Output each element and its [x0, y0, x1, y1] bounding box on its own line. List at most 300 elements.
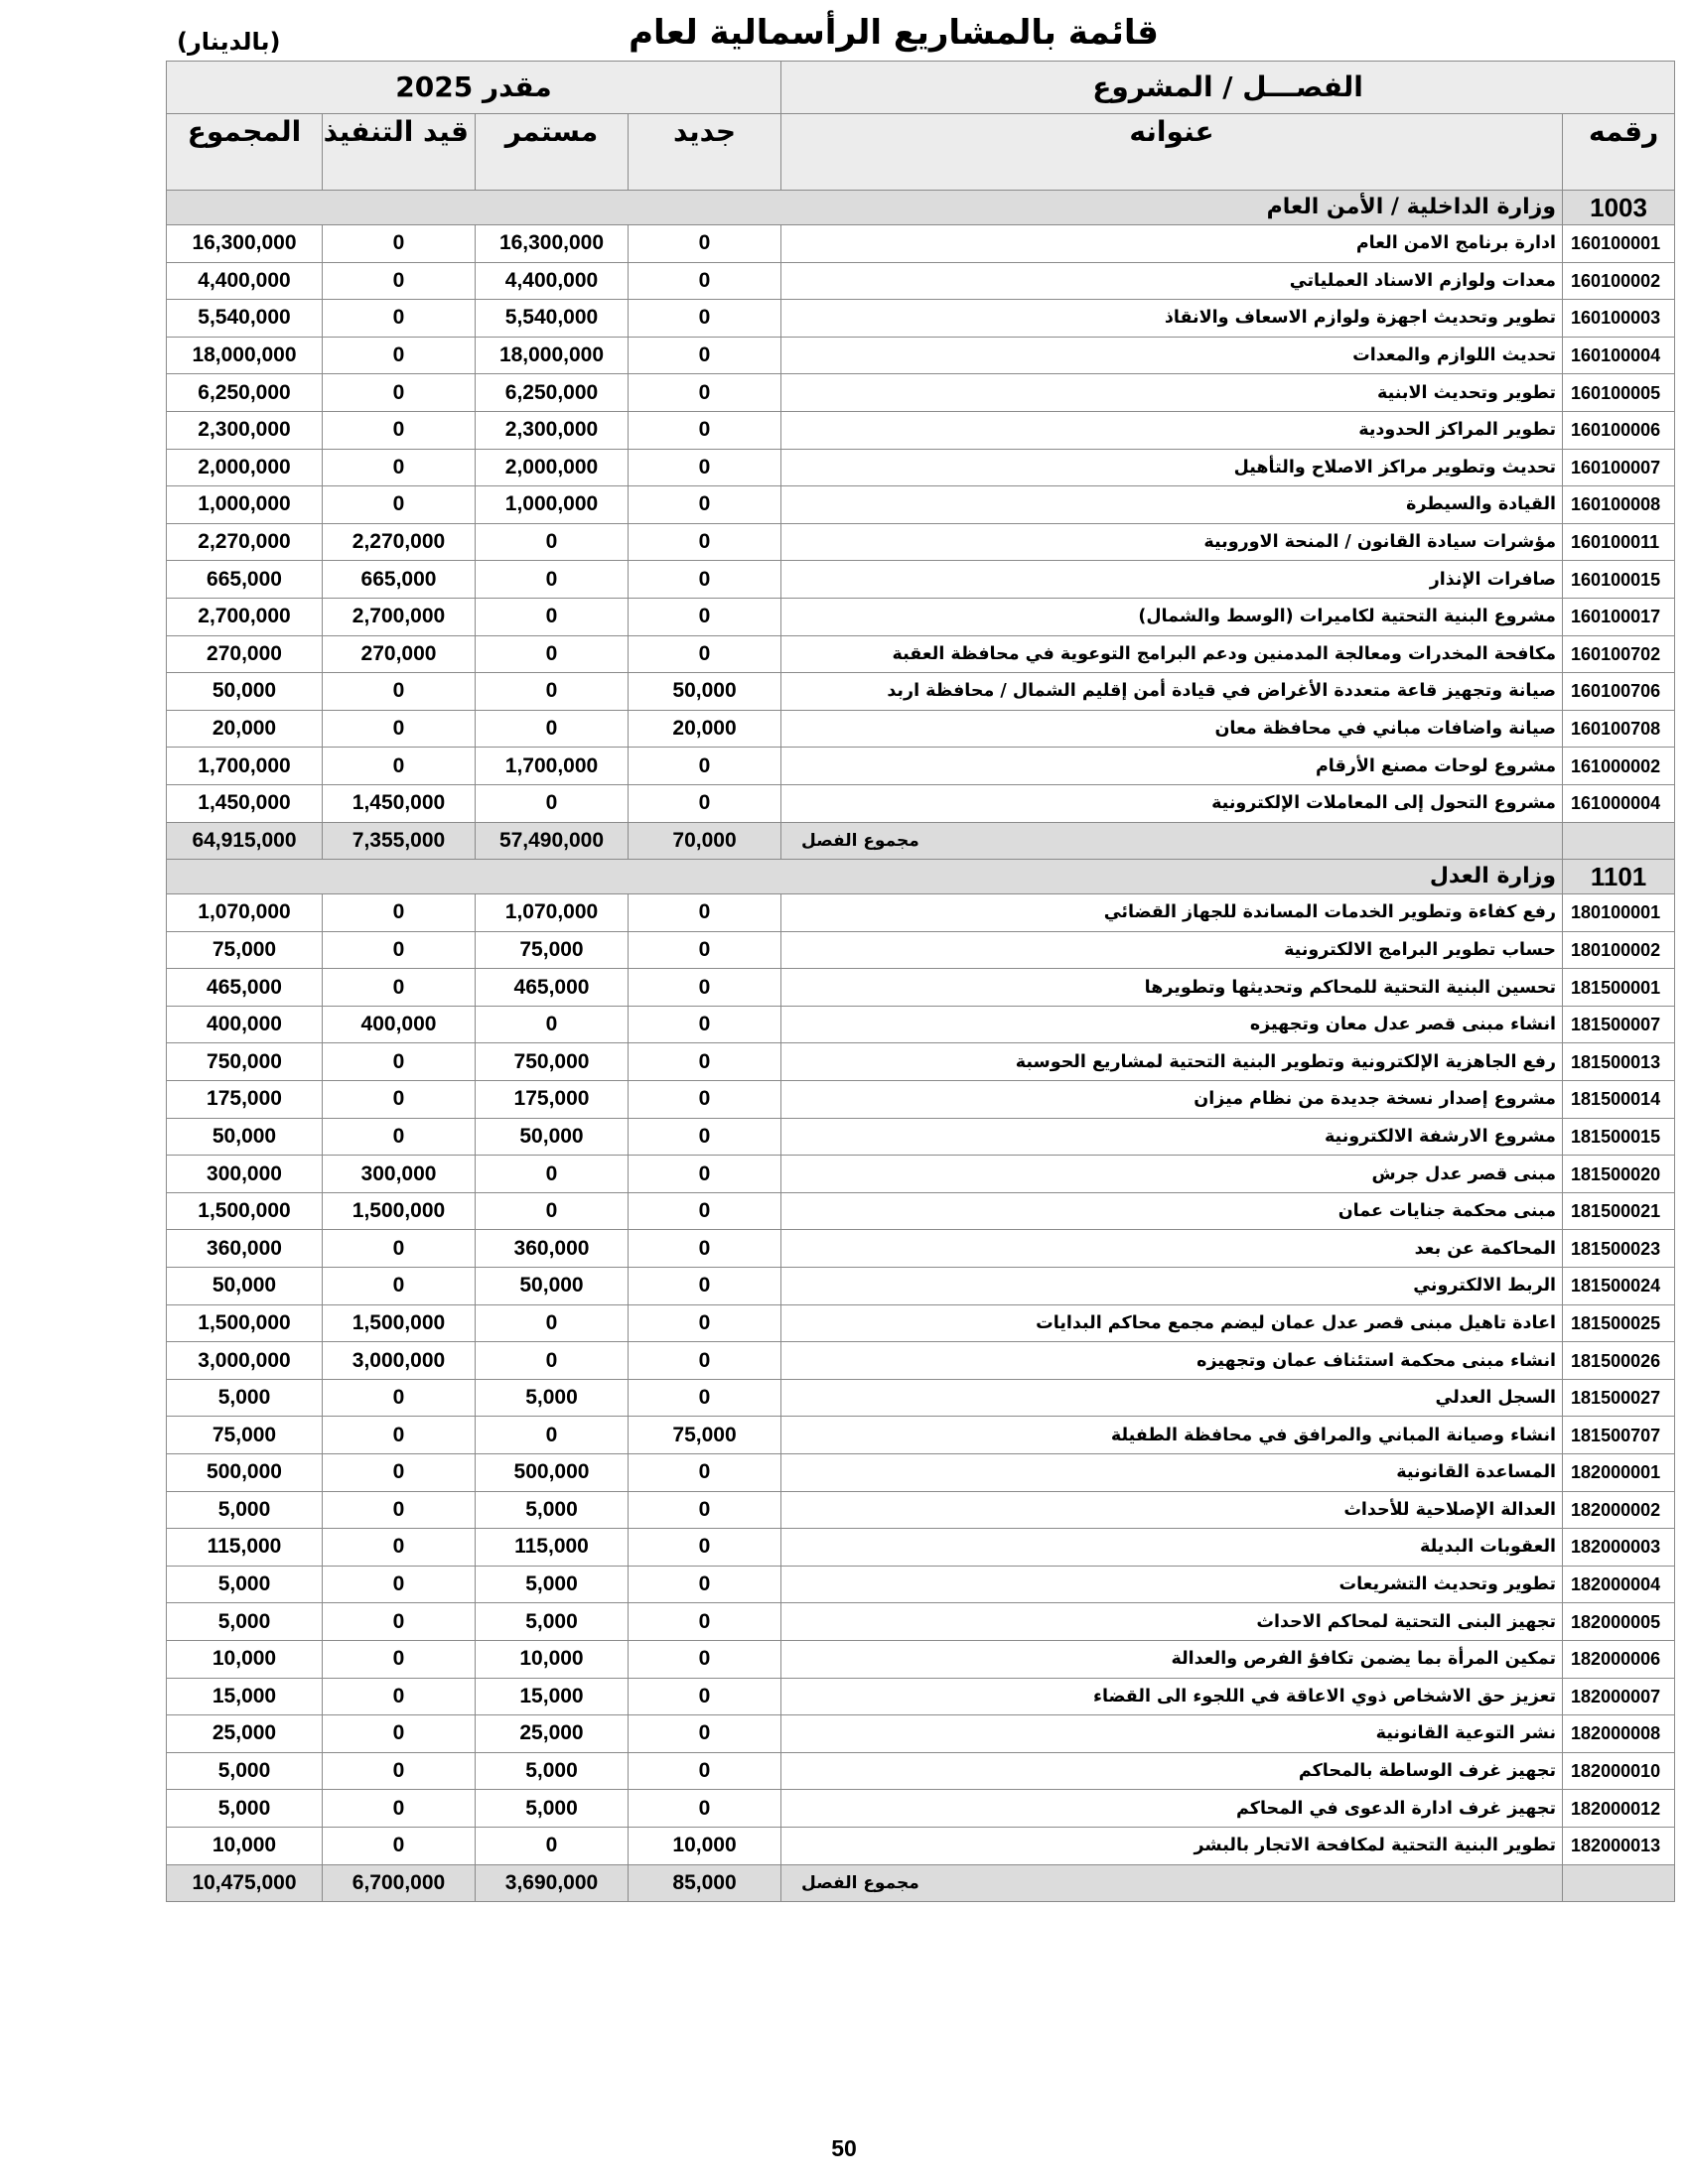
new-cell: 0 — [629, 300, 781, 338]
project-number-cell: 160100007 — [1563, 449, 1675, 486]
chapter-header-row — [167, 860, 1675, 894]
continuing-cell: 0 — [476, 710, 629, 748]
project-title-cell: مؤشرات سيادة القانون / المنحة الاوروبية — [781, 523, 1563, 561]
table-row — [167, 337, 1675, 374]
total-cell: 18,000,000 — [167, 337, 323, 374]
project-number-cell: 180100002 — [1563, 931, 1675, 969]
table-row — [167, 1678, 1675, 1715]
total-cell: 500,000 — [167, 1454, 323, 1492]
continuing-cell: 5,000 — [476, 1379, 629, 1417]
currency-unit-label: (بالدينار) — [177, 28, 281, 56]
new-cell: 0 — [629, 1118, 781, 1156]
table-row — [167, 1006, 1675, 1043]
continuing-cell: 0 — [476, 561, 629, 599]
continuing-cell: 50,000 — [476, 1118, 629, 1156]
project-number-cell: 181500027 — [1563, 1379, 1675, 1417]
chapter-total-empty — [1563, 822, 1675, 860]
total-cell: 2,700,000 — [167, 598, 323, 635]
project-title-column-header: عنوانه — [781, 114, 1563, 191]
header-row-columns — [167, 114, 1675, 191]
project-title-cell: تمكين المرأة بما يضمن تكافؤ الفرص والعدالة — [781, 1640, 1563, 1678]
project-number-cell: 160100708 — [1563, 710, 1675, 748]
continuing-cell: 25,000 — [476, 1715, 629, 1753]
new-cell: 0 — [629, 1752, 781, 1790]
project-title-cell: مبنى محكمة جنايات عمان — [781, 1192, 1563, 1230]
new-cell: 0 — [629, 1156, 781, 1193]
project-title-cell: ادارة برنامج الامن العام — [781, 225, 1563, 263]
chapter-total-empty — [1563, 1864, 1675, 1902]
project-title-cell: تجهيز غرف ادارة الدعوى في المحاكم — [781, 1790, 1563, 1828]
project-title-cell: نشر التوعية القانونية — [781, 1715, 1563, 1753]
project-title-cell: مشروع البنية التحتية لكاميرات (الوسط والشمال) — [781, 598, 1563, 635]
continuing-cell: 5,000 — [476, 1752, 629, 1790]
continuing-cell: 0 — [476, 1156, 629, 1193]
project-number-cell: 161000002 — [1563, 748, 1675, 785]
total-cell: 1,000,000 — [167, 486, 323, 524]
total-cell: 2,270,000 — [167, 523, 323, 561]
project-number-cell: 182000013 — [1563, 1827, 1675, 1864]
table-row — [167, 1603, 1675, 1641]
project-number-cell: 181500023 — [1563, 1230, 1675, 1268]
in-progress-cell: 665,000 — [323, 561, 476, 599]
continuing-cell: 0 — [476, 673, 629, 711]
project-title-cell: السجل العدلي — [781, 1379, 1563, 1417]
project-title-cell: معدات ولوازم الاسناد العملياتي — [781, 262, 1563, 300]
table-row — [167, 411, 1675, 449]
project-number-cell: 180100001 — [1563, 894, 1675, 932]
continuing-cell: 465,000 — [476, 969, 629, 1007]
total-cell: 6,250,000 — [167, 374, 323, 412]
chapter-total-sum: 10,475,000 — [167, 1864, 323, 1902]
continuing-cell: 18,000,000 — [476, 337, 629, 374]
total-cell: 465,000 — [167, 969, 323, 1007]
table-row — [167, 300, 1675, 338]
continuing-cell: 0 — [476, 1192, 629, 1230]
total-cell: 5,000 — [167, 1566, 323, 1603]
table-row — [167, 710, 1675, 748]
in-progress-cell: 0 — [323, 225, 476, 263]
project-title-cell: العدالة الإصلاحية للأحداث — [781, 1491, 1563, 1529]
total-cell: 360,000 — [167, 1230, 323, 1268]
in-progress-cell: 0 — [323, 411, 476, 449]
in-progress-cell: 0 — [323, 1230, 476, 1268]
continuing-cell: 10,000 — [476, 1640, 629, 1678]
continuing-cell: 4,400,000 — [476, 262, 629, 300]
project-title-cell: المساعدة القانونية — [781, 1454, 1563, 1492]
project-number-cell: 181500020 — [1563, 1156, 1675, 1193]
in-progress-cell: 0 — [323, 1268, 476, 1305]
continuing-cell: 50,000 — [476, 1268, 629, 1305]
continuing-cell: 5,000 — [476, 1790, 629, 1828]
project-title-cell: الربط الالكتروني — [781, 1268, 1563, 1305]
chapter-total-continuing: 3,690,000 — [476, 1864, 629, 1902]
total-cell: 50,000 — [167, 1118, 323, 1156]
table-row — [167, 262, 1675, 300]
project-number-cell: 181500021 — [1563, 1192, 1675, 1230]
new-cell: 0 — [629, 894, 781, 932]
project-number-cell: 182000006 — [1563, 1640, 1675, 1678]
new-cell: 0 — [629, 1715, 781, 1753]
page-title: قائمة بالمشاريع الرأسمالية لعام — [629, 13, 1159, 53]
continuing-cell: 2,000,000 — [476, 449, 629, 486]
project-title-cell: صيانة وتجهيز قاعة متعددة الأغراض في قيادة أمن إقليم الشمال / محافظة اربد — [781, 673, 1563, 711]
table-row — [167, 1379, 1675, 1417]
project-number-cell: 182000010 — [1563, 1752, 1675, 1790]
new-cell: 0 — [629, 1192, 781, 1230]
project-title-cell: مشروع لوحات مصنع الأرقام — [781, 748, 1563, 785]
in-progress-cell: 0 — [323, 1752, 476, 1790]
total-cell: 300,000 — [167, 1156, 323, 1193]
chapter-total-in-progress: 6,700,000 — [323, 1864, 476, 1902]
in-progress-cell: 0 — [323, 1715, 476, 1753]
total-cell: 20,000 — [167, 710, 323, 748]
new-cell: 0 — [629, 748, 781, 785]
new-cell: 75,000 — [629, 1417, 781, 1454]
table-row — [167, 1268, 1675, 1305]
new-cell: 10,000 — [629, 1827, 781, 1864]
project-title-cell: تطوير البنية التحتية لمكافحة الاتجار بالبشر — [781, 1827, 1563, 1864]
table-row — [167, 1342, 1675, 1380]
new-cell: 0 — [629, 1640, 781, 1678]
continuing-cell: 5,000 — [476, 1491, 629, 1529]
total-cell: 5,000 — [167, 1379, 323, 1417]
new-cell: 0 — [629, 337, 781, 374]
project-title-cell: انشاء مبنى محكمة استئناف عمان وتجهيزه — [781, 1342, 1563, 1380]
total-cell: 15,000 — [167, 1678, 323, 1715]
table-row — [167, 1827, 1675, 1864]
table-row — [167, 1192, 1675, 1230]
in-progress-cell: 0 — [323, 748, 476, 785]
in-progress-cell: 0 — [323, 710, 476, 748]
in-progress-cell: 0 — [323, 1043, 476, 1081]
project-title-cell: صيانة واضافات مباني في محافظة معان — [781, 710, 1563, 748]
project-title-cell: العقوبات البديلة — [781, 1529, 1563, 1567]
project-title-cell: صافرات الإنذار — [781, 561, 1563, 599]
project-title-cell: تطوير وتحديث اجهزة ولوازم الاسعاف والانقاذ — [781, 300, 1563, 338]
continuing-cell: 0 — [476, 1417, 629, 1454]
continuing-cell: 1,700,000 — [476, 748, 629, 785]
project-number-cell: 160100017 — [1563, 598, 1675, 635]
total-cell: 75,000 — [167, 931, 323, 969]
new-cell: 0 — [629, 784, 781, 822]
table-row — [167, 931, 1675, 969]
new-cell: 0 — [629, 1081, 781, 1119]
project-title-cell: تحسين البنية التحتية للمحاكم وتحديثها وتطويرها — [781, 969, 1563, 1007]
continuing-cell: 500,000 — [476, 1454, 629, 1492]
table-row — [167, 1156, 1675, 1193]
table-body — [167, 191, 1675, 1902]
in-progress-cell: 0 — [323, 486, 476, 524]
in-progress-cell: 2,700,000 — [323, 598, 476, 635]
project-number-cell: 160100006 — [1563, 411, 1675, 449]
new-cell: 0 — [629, 1678, 781, 1715]
project-number-cell: 161000004 — [1563, 784, 1675, 822]
project-title-cell: اعادة تاهيل مبنى قصر عدل عمان ليضم مجمع محاكم البدايات — [781, 1304, 1563, 1342]
in-progress-cell: 0 — [323, 374, 476, 412]
project-title-cell: مكافحة المخدرات ومعالجة المدمنين ودعم البرامج التوعوية في محافظة العقبة — [781, 635, 1563, 673]
in-progress-cell: 0 — [323, 1491, 476, 1529]
table-row — [167, 784, 1675, 822]
continuing-cell: 0 — [476, 1304, 629, 1342]
project-title-cell: انشاء مبنى قصر عدل معان وتجهيزه — [781, 1006, 1563, 1043]
new-cell: 50,000 — [629, 673, 781, 711]
project-number-cell: 181500014 — [1563, 1081, 1675, 1119]
new-cell: 0 — [629, 598, 781, 635]
chapter-total-new: 70,000 — [629, 822, 781, 860]
in-progress-cell: 0 — [323, 1118, 476, 1156]
in-progress-cell: 270,000 — [323, 635, 476, 673]
project-title-cell: انشاء وصيانة المباني والمرافق في محافظة الطفيلة — [781, 1417, 1563, 1454]
in-progress-cell: 0 — [323, 300, 476, 338]
continuing-cell: 1,000,000 — [476, 486, 629, 524]
project-title-cell: تطوير وتحديث التشريعات — [781, 1566, 1563, 1603]
project-title-cell: رفع الجاهزية الإلكترونية وتطوير البنية التحتية لمشاريع الحوسبة — [781, 1043, 1563, 1081]
new-cell: 0 — [629, 1043, 781, 1081]
in-progress-cell: 0 — [323, 337, 476, 374]
project-number-cell: 182000002 — [1563, 1491, 1675, 1529]
project-title-cell: المحاكمة عن بعد — [781, 1230, 1563, 1268]
total-cell: 665,000 — [167, 561, 323, 599]
in-progress-cell: 3,000,000 — [323, 1342, 476, 1380]
new-cell: 0 — [629, 931, 781, 969]
chapter-name: وزارة الداخلية / الأمن العام — [167, 191, 1563, 225]
project-number-cell: 182000012 — [1563, 1790, 1675, 1828]
chapter-total-continuing: 57,490,000 — [476, 822, 629, 860]
total-cell: 1,500,000 — [167, 1304, 323, 1342]
continuing-cell: 115,000 — [476, 1529, 629, 1567]
continuing-cell: 0 — [476, 1342, 629, 1380]
continuing-cell: 750,000 — [476, 1043, 629, 1081]
project-title-cell: تحديث اللوازم والمعدات — [781, 337, 1563, 374]
project-number-cell: 182000001 — [1563, 1454, 1675, 1492]
project-number-column-header: رقمه — [1563, 114, 1675, 191]
project-number-cell: 181500007 — [1563, 1006, 1675, 1043]
in-progress-column-header: قيد التنفيذ — [323, 114, 476, 191]
new-cell: 0 — [629, 1790, 781, 1828]
table-row — [167, 1230, 1675, 1268]
in-progress-cell: 1,500,000 — [323, 1192, 476, 1230]
total-cell: 5,000 — [167, 1603, 323, 1641]
total-cell: 50,000 — [167, 673, 323, 711]
continuing-cell: 0 — [476, 598, 629, 635]
chapter-project-header: الفصـــل / المشروع — [781, 62, 1675, 114]
total-cell: 2,300,000 — [167, 411, 323, 449]
project-number-cell: 181500001 — [1563, 969, 1675, 1007]
new-cell: 0 — [629, 1230, 781, 1268]
project-number-cell: 181500025 — [1563, 1304, 1675, 1342]
project-number-cell: 181500024 — [1563, 1268, 1675, 1305]
project-title-cell: القيادة والسيطرة — [781, 486, 1563, 524]
total-cell: 5,540,000 — [167, 300, 323, 338]
chapter-total-label: مجموع الفصل — [781, 822, 1563, 860]
total-cell: 1,070,000 — [167, 894, 323, 932]
table-row — [167, 894, 1675, 932]
continuing-cell: 5,000 — [476, 1566, 629, 1603]
project-number-cell: 160100001 — [1563, 225, 1675, 263]
new-cell: 0 — [629, 1454, 781, 1492]
in-progress-cell: 0 — [323, 1790, 476, 1828]
continuing-cell: 6,250,000 — [476, 374, 629, 412]
new-cell: 0 — [629, 1529, 781, 1567]
table-row — [167, 1454, 1675, 1492]
chapter-total-row — [167, 822, 1675, 860]
table-row — [167, 449, 1675, 486]
project-title-cell: مشروع التحول إلى المعاملات الإلكترونية — [781, 784, 1563, 822]
project-number-cell: 160100008 — [1563, 486, 1675, 524]
in-progress-cell: 0 — [323, 1081, 476, 1119]
in-progress-cell: 0 — [323, 1566, 476, 1603]
project-title-cell: تجهيز البنى التحتية لمحاكم الاحداث — [781, 1603, 1563, 1641]
project-number-cell: 182000003 — [1563, 1529, 1675, 1567]
page-number: 50 — [831, 2135, 857, 2161]
table-row — [167, 225, 1675, 263]
project-number-cell: 181500015 — [1563, 1118, 1675, 1156]
project-number-cell: 160100702 — [1563, 635, 1675, 673]
project-title-cell: رفع كفاءة وتطوير الخدمات المساندة للجهاز القضائي — [781, 894, 1563, 932]
project-title-cell: حساب تطوير البرامج الالكترونية — [781, 931, 1563, 969]
new-cell: 0 — [629, 262, 781, 300]
project-number-cell: 160100706 — [1563, 673, 1675, 711]
capital-projects-table — [166, 61, 1675, 1902]
continuing-cell: 0 — [476, 1006, 629, 1043]
in-progress-cell: 0 — [323, 1417, 476, 1454]
new-cell: 0 — [629, 486, 781, 524]
total-cell: 1,700,000 — [167, 748, 323, 785]
chapter-total-new: 85,000 — [629, 1864, 781, 1902]
table-row — [167, 1417, 1675, 1454]
continuing-cell: 0 — [476, 635, 629, 673]
chapter-name: وزارة العدل — [167, 860, 1563, 894]
chapter-total-in-progress: 7,355,000 — [323, 822, 476, 860]
project-number-cell: 182000004 — [1563, 1566, 1675, 1603]
total-cell: 3,000,000 — [167, 1342, 323, 1380]
continuing-cell: 1,070,000 — [476, 894, 629, 932]
total-cell: 10,000 — [167, 1640, 323, 1678]
new-cell: 0 — [629, 374, 781, 412]
table-row — [167, 486, 1675, 524]
new-cell: 0 — [629, 225, 781, 263]
continuing-cell: 360,000 — [476, 1230, 629, 1268]
project-number-cell: 182000005 — [1563, 1603, 1675, 1641]
table-row — [167, 1566, 1675, 1603]
project-title-cell: تحديث وتطوير مراكز الاصلاح والتأهيل — [781, 449, 1563, 486]
total-column-header: المجموع — [167, 114, 323, 191]
chapter-total-label: مجموع الفصل — [781, 1864, 1563, 1902]
continuing-cell: 15,000 — [476, 1678, 629, 1715]
project-title-cell: مبنى قصر عدل جرش — [781, 1156, 1563, 1193]
continuing-cell: 175,000 — [476, 1081, 629, 1119]
in-progress-cell: 0 — [323, 969, 476, 1007]
project-number-cell: 160100003 — [1563, 300, 1675, 338]
project-number-cell: 181500707 — [1563, 1417, 1675, 1454]
in-progress-cell: 300,000 — [323, 1156, 476, 1193]
new-cell: 0 — [629, 1379, 781, 1417]
continuing-cell: 0 — [476, 523, 629, 561]
project-number-cell: 182000008 — [1563, 1715, 1675, 1753]
project-number-cell: 160100011 — [1563, 523, 1675, 561]
total-cell: 5,000 — [167, 1752, 323, 1790]
project-number-cell: 160100005 — [1563, 374, 1675, 412]
in-progress-cell: 0 — [323, 894, 476, 932]
continuing-column-header: مستمر — [476, 114, 629, 191]
table-row — [167, 1640, 1675, 1678]
new-cell: 0 — [629, 1304, 781, 1342]
project-title-cell: تعزيز حق الاشخاص ذوي الاعاقة في اللجوء الى القضاء — [781, 1678, 1563, 1715]
in-progress-cell: 0 — [323, 931, 476, 969]
table-row — [167, 748, 1675, 785]
chapter-total-sum: 64,915,000 — [167, 822, 323, 860]
new-cell: 0 — [629, 523, 781, 561]
table-row — [167, 1790, 1675, 1828]
total-cell: 2,000,000 — [167, 449, 323, 486]
in-progress-cell: 0 — [323, 1454, 476, 1492]
total-cell: 270,000 — [167, 635, 323, 673]
continuing-cell: 0 — [476, 784, 629, 822]
new-cell: 20,000 — [629, 710, 781, 748]
project-title-cell: تطوير وتحديث الابنية — [781, 374, 1563, 412]
new-cell: 0 — [629, 1006, 781, 1043]
new-cell: 0 — [629, 1342, 781, 1380]
continuing-cell: 5,540,000 — [476, 300, 629, 338]
in-progress-cell: 1,500,000 — [323, 1304, 476, 1342]
in-progress-cell: 0 — [323, 1603, 476, 1641]
total-cell: 400,000 — [167, 1006, 323, 1043]
project-title-cell: تجهيز غرف الوساطة بالمحاكم — [781, 1752, 1563, 1790]
new-cell: 0 — [629, 1603, 781, 1641]
in-progress-cell: 1,450,000 — [323, 784, 476, 822]
project-number-cell: 181500026 — [1563, 1342, 1675, 1380]
table-row — [167, 1118, 1675, 1156]
project-title-cell: تطوير المراكز الحدودية — [781, 411, 1563, 449]
continuing-cell: 0 — [476, 1827, 629, 1864]
continuing-cell: 2,300,000 — [476, 411, 629, 449]
in-progress-cell: 0 — [323, 673, 476, 711]
project-title-cell: مشروع الارشفة الالكترونية — [781, 1118, 1563, 1156]
new-cell: 0 — [629, 969, 781, 1007]
in-progress-cell: 0 — [323, 1640, 476, 1678]
table-row — [167, 1304, 1675, 1342]
new-cell: 0 — [629, 411, 781, 449]
total-cell: 75,000 — [167, 1417, 323, 1454]
table-row — [167, 523, 1675, 561]
chapter-header-row — [167, 191, 1675, 225]
project-number-cell: 160100015 — [1563, 561, 1675, 599]
table-row — [167, 1081, 1675, 1119]
in-progress-cell: 0 — [323, 449, 476, 486]
header-row-top — [167, 62, 1675, 114]
table-row — [167, 1043, 1675, 1081]
total-cell: 115,000 — [167, 1529, 323, 1567]
new-cell: 0 — [629, 1268, 781, 1305]
new-cell: 0 — [629, 1491, 781, 1529]
chapter-code: 1101 — [1563, 860, 1675, 894]
total-cell: 1,450,000 — [167, 784, 323, 822]
in-progress-cell: 0 — [323, 1678, 476, 1715]
in-progress-cell: 400,000 — [323, 1006, 476, 1043]
total-cell: 5,000 — [167, 1491, 323, 1529]
total-cell: 10,000 — [167, 1827, 323, 1864]
new-cell: 0 — [629, 635, 781, 673]
table-row — [167, 673, 1675, 711]
new-column-header: جديد — [629, 114, 781, 191]
total-cell: 175,000 — [167, 1081, 323, 1119]
new-cell: 0 — [629, 561, 781, 599]
new-cell: 0 — [629, 1566, 781, 1603]
table-row — [167, 1491, 1675, 1529]
total-cell: 25,000 — [167, 1715, 323, 1753]
project-number-cell: 160100002 — [1563, 262, 1675, 300]
table-row — [167, 1715, 1675, 1753]
